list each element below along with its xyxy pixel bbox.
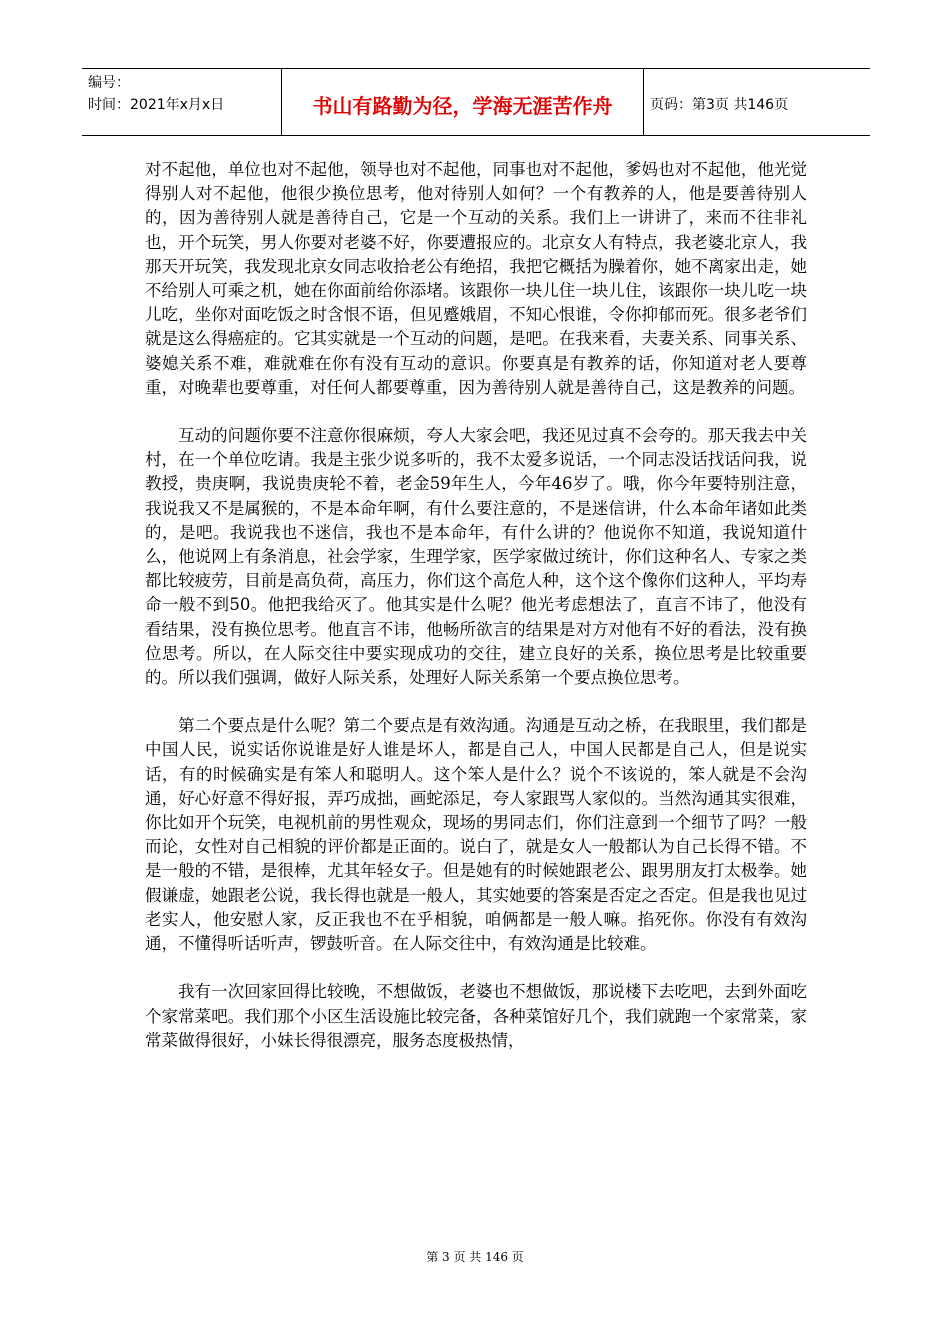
document-body xyxy=(145,158,807,1053)
paragraph-2: 互动的问题你要不注意你很麻烦，夸人大家会吧，我还见过真不会夸的。那天我去中关村，在一个单位吃请。我是主张少说多听的，我不太爱多说话，一个同志没话找话问我，说教授，贵庚啊，我说贵庚轮不着，老金59年生人，今年46岁了。哦，你今年要特别注意，我说我又不是属猴的，不是本命年啊，有什么要注意的，不是迷信讲，什么本命年诸如此类的，是吧。我说我也不迷信，我也不是本命年，有什么讲的？他说你不知道，我说知道什么，他说网上有条消息，社会学家，生理学家，医学家做过统计，你们这种名人、专家之类都比较疲劳，目前是高负荷，高压力，你们这个高危人种，这个这个像你们这种人，平均寿命一般不到50。他把我给灭了。他其实是什么呢？他光考虑想法了，直言不讳了，他没有看结果，没有换位思考。他直言不讳，他畅所欲言的结果是对方对他有不好的看法，没有换位思考。所以，在人际交往中要实现成功的交往，建立良好的关系，换位思考是比较重要的。所以我们强调，做好人际关系，处理好人际关系第一个要点换位思考。 xyxy=(145,426,807,688)
header-left-cell xyxy=(82,69,282,135)
document-number-label: 编号： xyxy=(88,75,130,91)
paragraph-1: 对不起他，单位也对不起他，领导也对不起他，同事也对不起他，爹妈也对不起他，他光觉得别人对不起他，他很少换位思考，他对待别人如何？一个有教养的人，他是要善待别人的，因为善待别人就是善待自己，它是一个互动的关系。我们上一讲讲了，来而不往非礼也，开个玩笑，男人你要对老婆不好，你要遭报应的。北京女人有特点，我老婆北京人，我那天开玩笑，我发现北京女同志收拾老公有绝招，我把它概括为臊着你，她不离家出走，她不给别人可乘之机，她在你面前给你添堵。该跟你一块儿住一块儿住，该跟你一块儿吃一块儿吃，坐你对面吃饭之时含恨不语，但见蹙娥眉，不知心恨谁，令你抑郁而死。很多老爷们就是这么得癌症的。它其实就是一个互动的问题，是吧。在我来看，夫妻关系、同事关系、婆媳关系不难，难就难在你有没有互动的意识。你要真是有教养的话，你知道对老人要尊重，对晚辈也要尊重，对任何人都要尊重，因为善待别人就是善待自己，这是教养的问题。 xyxy=(145,160,807,397)
paragraph-4: 我有一次回家回得比较晚，不想做饭，老婆也不想做饭，那说楼下去吃吧，去到外面吃个家常菜吧。我们那个小区生活设施比较完备，各种菜馆好几个，我们就跑一个家常菜，家常菜做得很好，小妹长得很漂亮，服务态度极热情， xyxy=(145,982,807,1050)
paragraph-3: 第二个要点是什么呢？第二个要点是有效沟通。沟通是互动之桥，在我眼里，我们都是中国人民，说实话你说谁是好人谁是坏人，都是自己人，中国人民都是自己人，但是说实话，有的时候确实是有笨人和聪明人。这个笨人是什么？说个不该说的，笨人就是不会沟通，好心好意不得好报，弄巧成拙，画蛇添足，夸人家跟骂人家似的。当然沟通其实很难，你比如开个玩笑，电视机前的男性观众，现场的男同志们，你们注意到一个细节了吗？一般而论，女性对自己相貌的评价都是正面的。说白了，就是女人一般都认为自己长得不错。不是一般的不错，是很棒，尤其年轻女子。但是她有的时候她跟老公、跟男朋友打太极拳。她假谦虚，她跟老公说，我长得也就是一般人，其实她要的答案是否定之否定。但是我也见过老实人，他安慰人家，反正我也不在乎相貌，咱俩都是一般人嘛。掐死你。你没有有效沟通，不懂得听话听声，锣鼓听音。在人际交往中，有效沟通是比较难。 xyxy=(145,716,807,954)
header-page-info: 页码：第3页 共146页 xyxy=(650,97,789,113)
page-header xyxy=(82,68,870,136)
document-time-label: 时间：2021年x月x日 xyxy=(88,97,225,113)
paragraph-gap xyxy=(145,956,807,980)
header-motto: 书山有路勤为径，学海无涯苦作舟 xyxy=(282,69,644,135)
page-footer: 第 3 页 共 146 页 xyxy=(426,1250,524,1264)
paragraph-gap xyxy=(145,690,807,714)
paragraph-gap xyxy=(145,400,807,424)
